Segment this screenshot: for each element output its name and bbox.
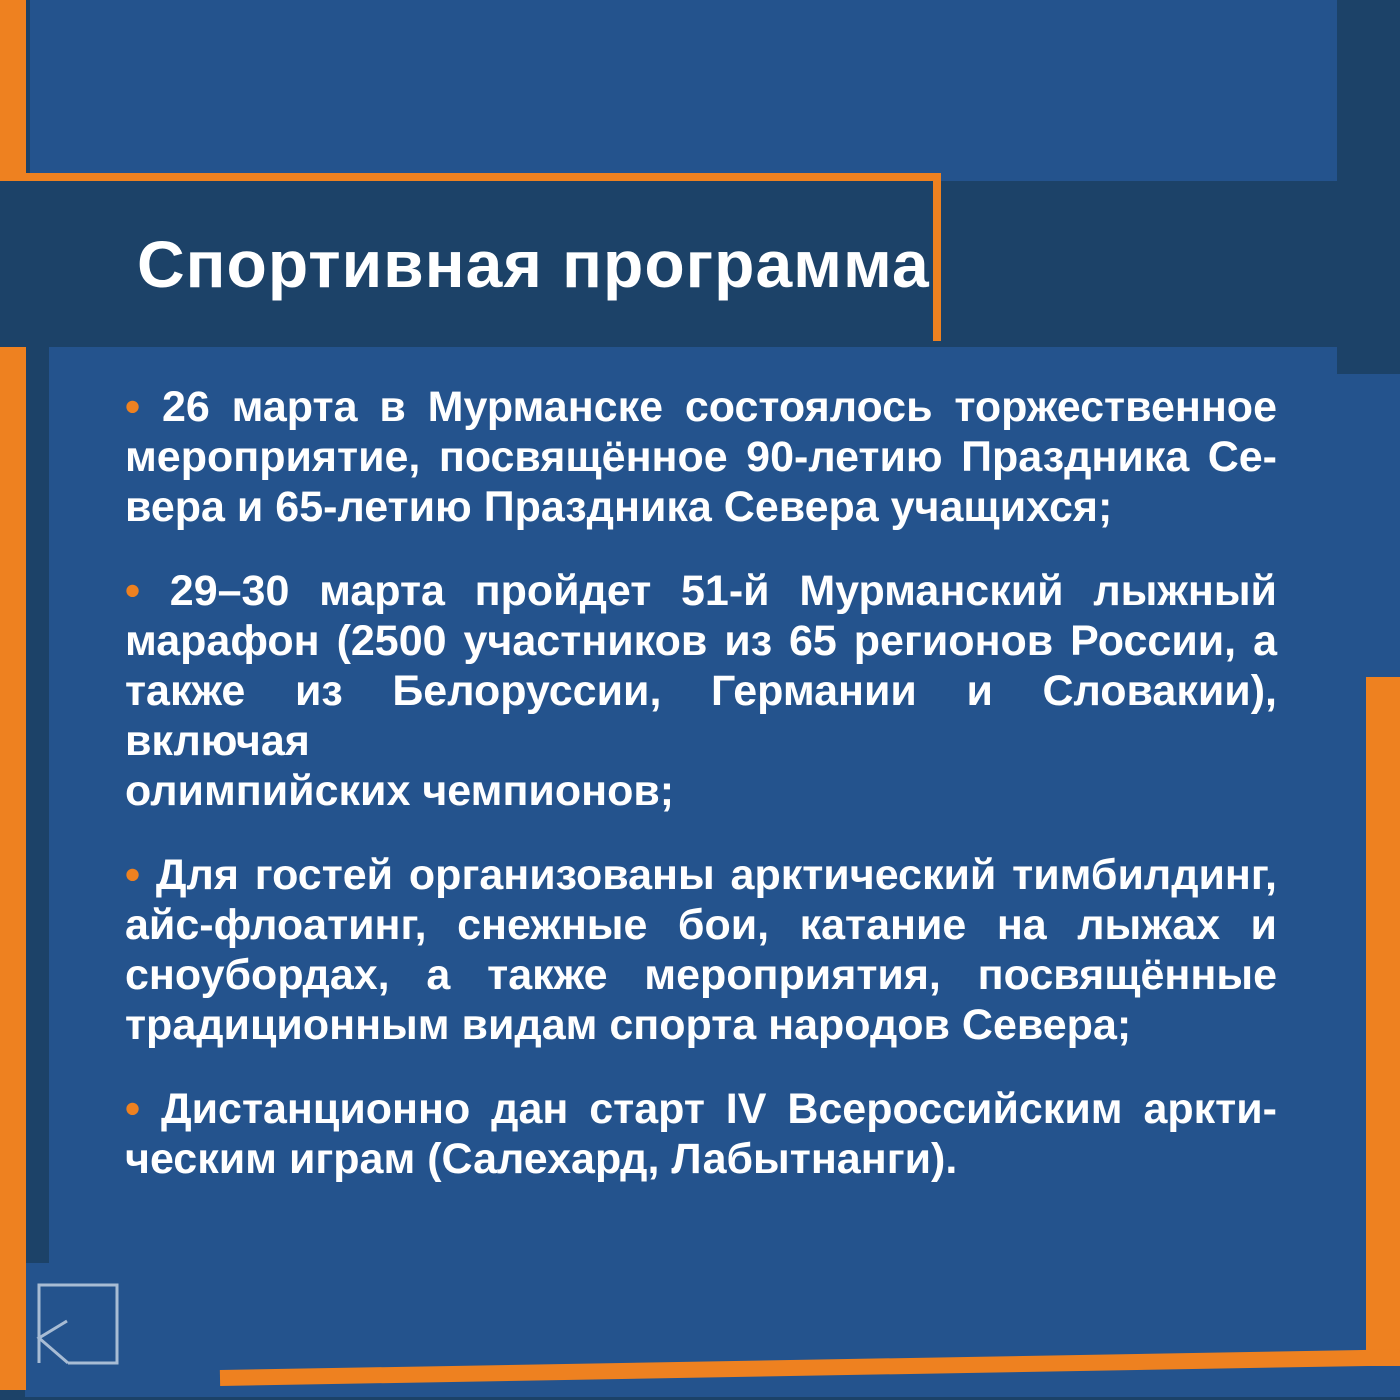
top-right-navy-patch — [1337, 347, 1400, 374]
title-right-accent-line — [933, 173, 941, 341]
bullet-item — [125, 382, 1277, 532]
bullet-list — [125, 382, 1277, 1184]
bullet-dot-icon: • — [125, 383, 141, 431]
bullet-line: • Дистанционно дан старт IV Всероссийским аркти- — [125, 1085, 1277, 1133]
bullet-line: вера и 65-летию Праздника Севера учащихся; — [125, 483, 1113, 531]
bullet-line: марафон (2500 участников из 65 регионов России, а — [125, 617, 1277, 665]
page-title: Спортивная программа — [137, 227, 930, 301]
bullet-item — [125, 850, 1277, 1050]
bullet-line: также из Белоруссии, Германии и Словакии), включая — [125, 667, 1277, 765]
right-orange-bar — [1366, 677, 1400, 1366]
bullet-line: • 26 марта в Мурманске состоялось торжественное — [125, 383, 1277, 431]
bullet-item — [125, 1084, 1277, 1184]
bullet-item — [125, 566, 1277, 816]
bullet-line: • 29–30 марта пройдет 51-й Мурманский лыжный — [125, 567, 1277, 615]
bullet-line: традиционным видам спорта народов Севера; — [125, 1001, 1132, 1049]
title-top-accent-line — [0, 173, 941, 181]
k-logo-letter — [39, 1321, 68, 1363]
bullet-dot-icon: • — [125, 1085, 141, 1133]
bullet-line: • Для гостей организованы арктический тимбилдинг, — [125, 851, 1277, 899]
bullet-line: айс-флоатинг, снежные бои, катание на лыжах и — [125, 901, 1277, 949]
bullet-line: олимпийских чемпионов; — [125, 767, 675, 815]
bullet-dot-icon: • — [125, 851, 141, 899]
k-logo-frame — [39, 1285, 117, 1363]
bullet-dot-icon: • — [125, 567, 141, 615]
k-logo-icon — [28, 1277, 123, 1369]
bullet-line: мероприятие, посвящённое 90-летию Праздника Се- — [125, 433, 1277, 481]
title-banner — [0, 181, 933, 347]
top-blue-panel — [30, 0, 1337, 181]
bullet-line: сноубордах, а также мероприятия, посвящённые — [125, 951, 1277, 999]
bullet-line: ческим играм (Салехард, Лабытнанги). — [125, 1135, 958, 1183]
